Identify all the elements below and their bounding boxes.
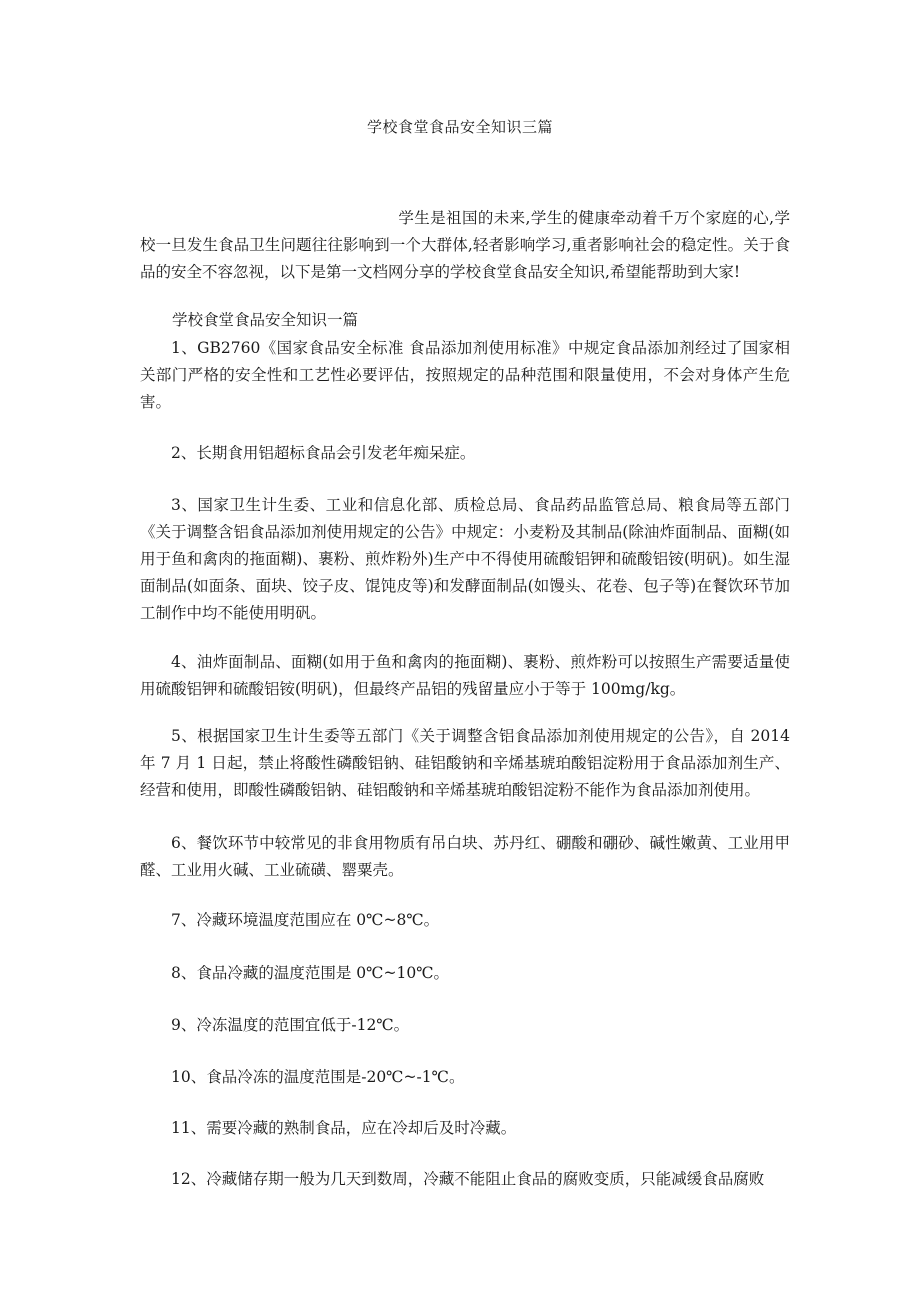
intro-text: 学生是祖国的未来,学生的健康牵动着千万个家庭的心,学校一旦发生食品卫生问题往往影响到一个大群体,轻者影响学习,重者影响社会的稳定性。关于食品的安全不容忽视，以下是第一文档网分享的学校食堂食品安全知识,希望能帮助到大家! — [140, 209, 790, 281]
list-item: 10、食品冷冻的温度范围是-20℃~-1℃。 — [171, 1068, 465, 1086]
list-item: 12、冷藏储存期一般为几天到数周，冷藏不能阻止食品的腐败变质，只能减缓食品腐败 — [171, 1170, 765, 1188]
document-title: 学校食堂食品安全知识三篇 — [366, 118, 553, 136]
list-item: 5、根据国家卫生计生委等五部门《关于调整含铝食品添加剂使用规定的公告》，自 2014年 7 月 1 日起，禁止将酸性磷酸铝钠、硅铝酸钠和辛烯基琥珀酸铝淀粉用于食品添加剂生产、经营和使用，即酸性磷酸铝钠、硅铝酸钠和辛烯基琥珀酸铝淀粉不能作为食品添加剂使用。 — [140, 727, 790, 799]
list-item: 7、冷藏环境温度范围应在 0℃~8℃。 — [171, 911, 440, 929]
list-item: 6、餐饮环节中较常见的非食用物质有吊白块、苏丹红、硼酸和硼砂、碱性嫩黄、工业用甲醛、工业用火碱、工业硫磺、罂粟壳。 — [140, 834, 790, 879]
list-item: 11、需要冷藏的熟制食品，应在冷却后及时冷藏。 — [171, 1119, 517, 1137]
list-item: 1、GB2760《国家食品安全标准 食品添加剂使用标准》中规定食品添加剂经过了国家相关部门严格的安全性和工艺性必要评估，按照规定的品种范围和限量使用，不会对身体产生危害。 — [140, 339, 790, 411]
list-item: 3、国家卫生计生委、工业和信息化部、质检总局、食品药品监管总局、粮食局等五部门《关于调整含铝食品添加剂使用规定的公告》中规定：小麦粉及其制品(除油炸面制品、面糊(如用于鱼和禽肉的拖面糊)、裹粉、煎炸粉外)生产中不得使用硫酸铝钾和硫酸铝铵(明矾)。如生湿面制品(如面条、面块、饺子皮、馄饨皮等)和发酵面制品(如馒头、花卷、包子等)在餐饮环节加工制作中均不能使用明矾。 — [140, 496, 790, 622]
list-item: 9、冷冻温度的范围宜低于-12℃。 — [171, 1016, 410, 1034]
section-heading: 学校食堂食品安全知识一篇 — [172, 311, 359, 329]
list-item: 4、油炸面制品、面糊(如用于鱼和禽肉的拖面糊)、裹粉、煎炸粉可以按照生产需要适量使用硫酸铝钾和硫酸铝铵(明矾)，但最终产品铝的残留量应小于等于 100mg/kg。 — [140, 653, 790, 698]
list-item: 2、长期食用铝超标食品会引发老年痴呆症。 — [171, 444, 476, 462]
intro-paragraph — [140, 205, 790, 286]
list-item: 8、食品冷藏的温度范围是 0℃~10℃。 — [171, 964, 450, 982]
